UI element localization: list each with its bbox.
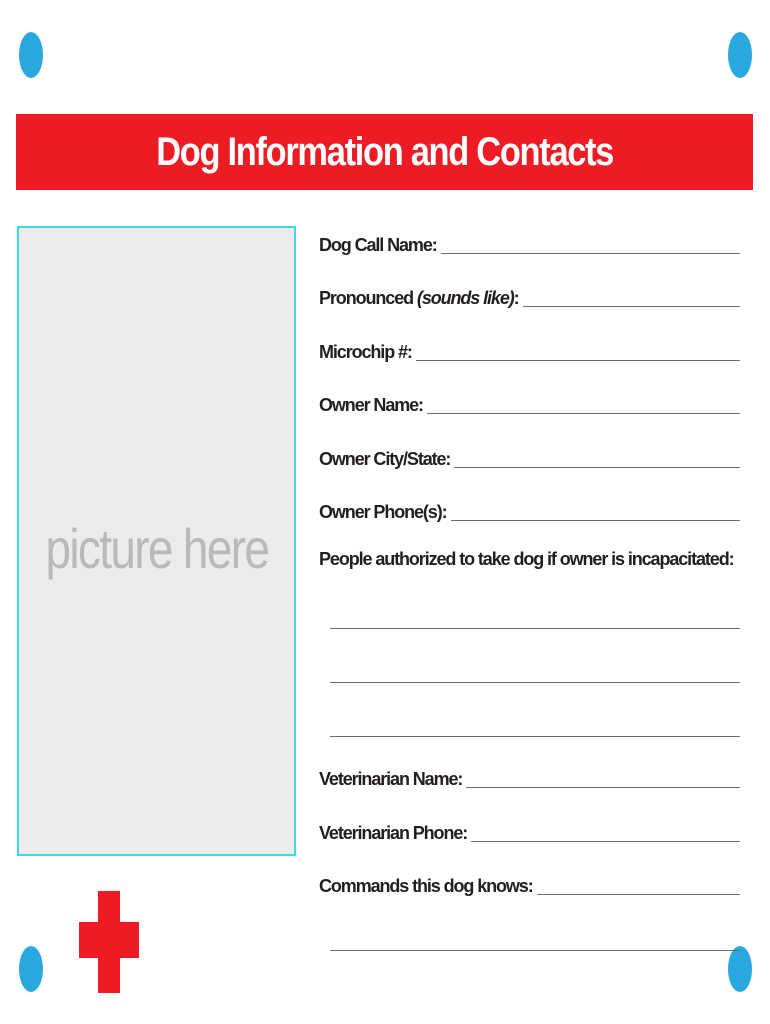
vet-phone-field[interactable] — [319, 818, 740, 844]
dog-call-name-label: Dog Call Name: — [319, 235, 437, 255]
vet-name-label: Veterinarian Name: — [319, 769, 463, 789]
authorized-person-line[interactable] — [330, 682, 740, 683]
vet-name-field[interactable] — [319, 764, 740, 790]
owner-name-input-line[interactable] — [427, 412, 740, 414]
binder-hole-icon — [728, 946, 752, 992]
dog-call-name-field[interactable] — [319, 230, 740, 256]
vet-phone-label: Veterinarian Phone: — [319, 823, 468, 843]
microchip-label: Microchip #: — [319, 342, 412, 362]
dog-call-name-input-line[interactable] — [441, 252, 740, 254]
microchip-field[interactable] — [319, 337, 740, 363]
red-cross-horizontal-bar — [79, 922, 139, 958]
binder-hole-icon — [728, 32, 752, 78]
commands-extra-line[interactable] — [330, 950, 740, 951]
binder-hole-icon — [19, 32, 43, 78]
commands-label: Commands this dog knows: — [319, 876, 533, 896]
pronounced-colon: : — [513, 288, 519, 308]
owner-phones-label: Owner Phone(s): — [319, 502, 447, 522]
owner-name-label: Owner Name: — [319, 395, 423, 415]
pronounced-label-text: Pronounced — [319, 288, 414, 308]
authorized-people-label: People authorized to take dog if owner is incapacitated: — [319, 549, 734, 569]
vet-phone-input-line[interactable] — [471, 840, 740, 842]
owner-city-state-label: Owner City/State: — [319, 449, 451, 469]
binder-hole-icon — [19, 946, 43, 992]
pronounced-label — [319, 289, 523, 309]
commands-input-line[interactable] — [537, 893, 740, 895]
pronounced-field[interactable] — [319, 283, 740, 309]
owner-city-state-field[interactable] — [319, 444, 740, 470]
title-banner — [16, 114, 753, 190]
vet-name-input-line[interactable] — [466, 786, 740, 788]
owner-name-field[interactable] — [319, 390, 740, 416]
authorized-person-line[interactable] — [330, 628, 740, 629]
owner-phones-input-line[interactable] — [451, 519, 740, 521]
owner-phones-field[interactable] — [319, 497, 740, 523]
pronounced-hint: (sounds like) — [416, 288, 514, 308]
owner-city-state-input-line[interactable] — [454, 466, 740, 468]
microchip-input-line[interactable] — [416, 359, 740, 361]
photo-placeholder[interactable] — [17, 226, 296, 856]
pronounced-input-line[interactable] — [523, 305, 740, 307]
commands-field[interactable] — [319, 871, 740, 897]
photo-placeholder-text: picture here — [45, 516, 268, 580]
authorized-person-line[interactable] — [330, 736, 740, 737]
page-title: Dog Information and Contacts — [156, 129, 613, 174]
